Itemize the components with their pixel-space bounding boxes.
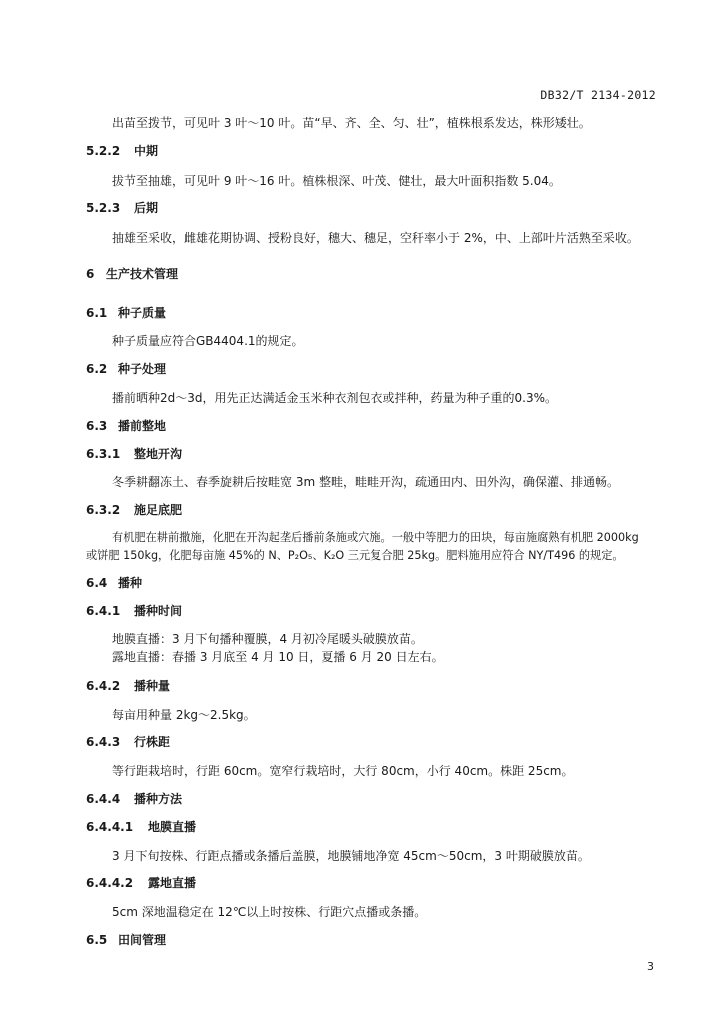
paragraph-6-3-2-line2: 或饼肥 150kg，化肥每亩施 45%的 N、P₂O₅、K₂O 三元复合肥 25kg。肥料施用应符合 NY/T496 的规定。 bbox=[86, 549, 624, 562]
heading-title: 种子质量 bbox=[118, 306, 167, 320]
paragraph-6-4-1-line1: 地膜直播：3 月下旬播种覆膜，4 月初冷尾暖头破膜放苗。 bbox=[112, 632, 423, 646]
heading-6-4-4 bbox=[86, 790, 182, 807]
heading-number: 6.4.4.2 bbox=[86, 876, 134, 890]
heading-6-3 bbox=[86, 417, 166, 434]
heading-6-4-4-1 bbox=[86, 818, 196, 835]
heading-number: 6.3.1 bbox=[86, 447, 121, 461]
paragraph-6-1: 种子质量应符合GB4404.1的规定。 bbox=[112, 334, 304, 348]
page-number: 3 bbox=[647, 960, 654, 973]
heading-6-3-1 bbox=[86, 445, 182, 462]
paragraph-6-4-1-line2: 露地直播：春播 3 月底至 4 月 10 日，夏播 6 月 20 日左右。 bbox=[112, 650, 444, 664]
heading-6-2 bbox=[86, 360, 166, 377]
heading-title: 后期 bbox=[134, 201, 159, 215]
heading-6-4-1 bbox=[86, 602, 182, 619]
heading-number: 6.4.4.1 bbox=[86, 820, 134, 834]
paragraph-5-2-3: 抽雄至采收，雌雄花期协调、授粉良好，穗大、穗足，空秆率小于 2%，中、上部叶片活熟至采收。 bbox=[112, 231, 639, 245]
heading-title: 田间管理 bbox=[118, 933, 167, 947]
paragraph-6-4-3: 等行距栽培时，行距 60cm。宽窄行栽培时，大行 80cm，小行 40cm。株距 25cm。 bbox=[112, 764, 574, 778]
heading-number: 6.3.2 bbox=[86, 503, 121, 517]
paragraph-6-4-4-2: 5cm 深地温稳定在 12℃以上时按株、行距穴点播或条播。 bbox=[112, 905, 427, 919]
heading-6-3-2 bbox=[86, 501, 182, 518]
heading-5-2-2 bbox=[86, 142, 158, 159]
paragraph-5-2-2: 拔节至抽雄，可见叶 9 叶～16 叶。植株根深、叶茂、健壮，最大叶面积指数 5.04。 bbox=[112, 174, 561, 188]
heading-title: 整地开沟 bbox=[134, 447, 183, 461]
heading-title: 行株距 bbox=[134, 735, 171, 749]
paragraph-6-3-2-line1: 有机肥在耕前撒施，化肥在开沟起垄后播前条施或穴施。一般中等肥力的田块，每亩施腐熟有机肥 2000kg bbox=[112, 531, 639, 544]
heading-number: 6.4.3 bbox=[86, 735, 121, 749]
heading-number: 6.1 bbox=[86, 306, 108, 320]
document-code: DB32/T 2134-2012 bbox=[540, 88, 656, 102]
heading-number: 6.2 bbox=[86, 362, 108, 376]
heading-title: 生产技术管理 bbox=[106, 267, 179, 281]
heading-number: 6 bbox=[86, 267, 95, 281]
heading-5-2-3 bbox=[86, 199, 158, 216]
heading-title: 播种 bbox=[118, 576, 143, 590]
heading-title: 种子处理 bbox=[118, 362, 167, 376]
intro-paragraph: 出苗至拨节，可见叶 3 叶～10 叶。苗“早、齐、全、匀、壮”，植株根系发达，株形矮壮。 bbox=[112, 116, 591, 130]
heading-6-4 bbox=[86, 574, 142, 591]
heading-6-4-3 bbox=[86, 733, 170, 750]
heading-number: 6.3 bbox=[86, 419, 108, 433]
heading-number: 6.4.2 bbox=[86, 679, 121, 693]
heading-title: 播种方法 bbox=[134, 792, 183, 806]
heading-6 bbox=[86, 265, 178, 282]
heading-title: 中期 bbox=[134, 144, 159, 158]
heading-number: 6.5 bbox=[86, 933, 108, 947]
paragraph-6-3-1: 冬季耕翻冻土、春季旋耕后按畦宽 3m 整畦，畦畦开沟，疏通田内、田外沟，确保灌、排通畅。 bbox=[112, 475, 619, 489]
heading-number: 5.2.2 bbox=[86, 144, 121, 158]
paragraph-6-4-2: 每亩用种量 2kg～2.5kg。 bbox=[112, 708, 256, 722]
heading-title: 露地直播 bbox=[148, 876, 197, 890]
paragraph-6-2: 播前晒种2d～3d，用先正达满适金玉米种衣剂包衣或拌种，药量为种子重的0.3%。 bbox=[112, 391, 557, 405]
heading-number: 5.2.3 bbox=[86, 201, 121, 215]
heading-6-1 bbox=[86, 304, 166, 321]
heading-title: 播前整地 bbox=[118, 419, 167, 433]
heading-6-4-2 bbox=[86, 677, 170, 694]
heading-number: 6.4.1 bbox=[86, 604, 121, 618]
heading-title: 播种量 bbox=[134, 679, 171, 693]
paragraph-6-4-4-1: 3 月下旬按株、行距点播或条播后盖膜，地膜铺地净宽 45cm～50cm，3 叶期破膜放苗。 bbox=[112, 849, 590, 863]
heading-6-5 bbox=[86, 931, 166, 948]
heading-title: 地膜直播 bbox=[148, 820, 197, 834]
heading-6-4-4-2 bbox=[86, 874, 196, 891]
heading-number: 6.4.4 bbox=[86, 792, 121, 806]
heading-title: 施足底肥 bbox=[134, 503, 183, 517]
heading-number: 6.4 bbox=[86, 576, 108, 590]
heading-title: 播种时间 bbox=[134, 604, 183, 618]
